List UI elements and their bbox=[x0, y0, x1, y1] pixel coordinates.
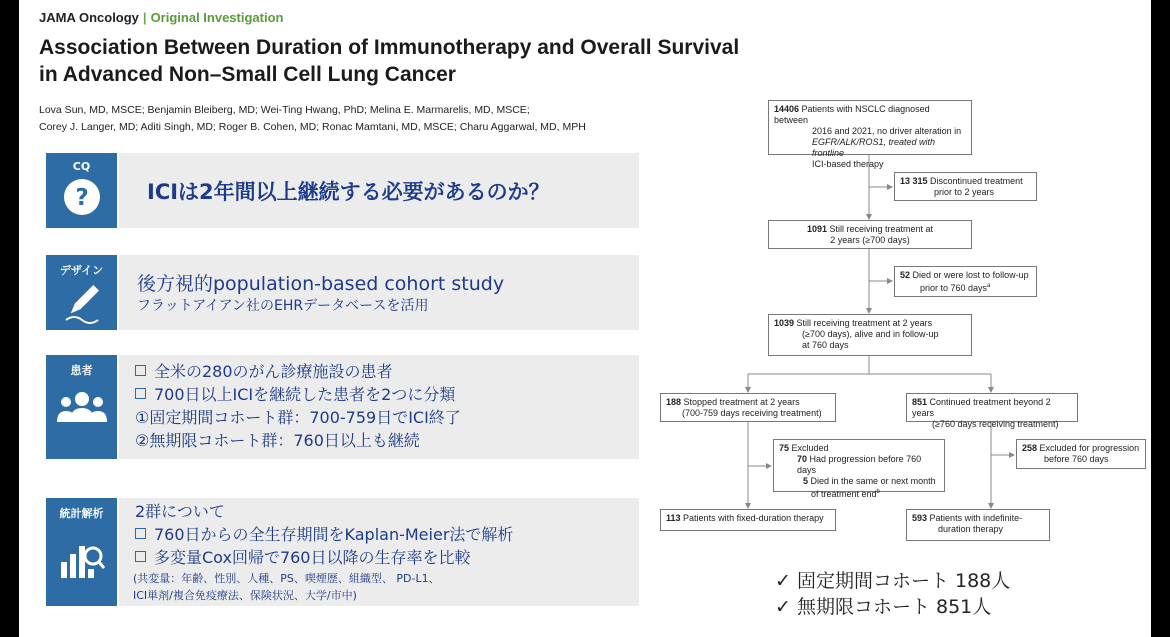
flow-box-step-2 bbox=[768, 220, 972, 249]
flow-box-stopped bbox=[660, 393, 836, 422]
flow-excl2-count: 52 bbox=[900, 270, 911, 280]
flow-start-line-3: EGFR/ALK/ROS1, treated with frontline bbox=[812, 137, 936, 158]
flow-box-excluded-4 bbox=[1016, 439, 1146, 469]
flow-left-count: 188 bbox=[666, 397, 682, 407]
article-type: Original Investigation bbox=[150, 10, 284, 25]
flow-excl1-line-2: prior to 2 years bbox=[934, 187, 995, 197]
flow-box-continued bbox=[906, 393, 1078, 429]
flow-step2-count: 1091 bbox=[806, 224, 827, 234]
patients-line-1: 全米の280のがん診療施設の患者 bbox=[154, 362, 393, 381]
flow-excl2-line-2: prior to 760 days bbox=[920, 283, 988, 293]
check-icon: ✓ bbox=[775, 570, 791, 592]
stats-line-3: 多変量Cox回帰で760日以降の生存率を比較 bbox=[154, 548, 471, 567]
check-icon: ✓ bbox=[775, 596, 791, 618]
summary-line-2: 無期限コホート 851人 bbox=[796, 596, 992, 618]
flow-excl4-count: 258 bbox=[1022, 443, 1038, 453]
stats-line-2: 760日からの全生存期間をKaplan-Meier法で解析 bbox=[154, 525, 514, 544]
summary-fixed-cohort bbox=[775, 568, 1010, 594]
flow-box-indefinite-duration bbox=[906, 509, 1050, 541]
flow-box-start bbox=[768, 100, 972, 169]
flow-excl3-footnote: b bbox=[876, 489, 880, 495]
stats-line-1: 2群について bbox=[135, 502, 225, 521]
authors-line-1: Lova Sun, MD, MSCE; Benjamin Bleiberg, MD; Wei-Ting Hwang, PhD; Melina E. Marmarelis, MD, MSCE; bbox=[39, 104, 530, 116]
title-line-1: Association Between Duration of Immunotherapy and Overall Survival bbox=[39, 36, 740, 59]
flow-start-line-4: ICI-based therapy bbox=[812, 159, 884, 169]
flow-excl2-line-1: Died or were lost to follow-up bbox=[912, 270, 1029, 280]
flow-final-left-count: 113 bbox=[666, 513, 681, 523]
flow-final-right-line-2: duration therapy bbox=[938, 524, 1004, 534]
flow-final-left-line-1: Patients with fixed-duration therapy bbox=[683, 513, 824, 523]
design-line-1: 後方視的population-based cohort study bbox=[137, 273, 505, 295]
flow-excl1-count: 13 315 bbox=[900, 176, 928, 186]
flow-excl4-line-2: before 760 days bbox=[1044, 454, 1109, 464]
flow-final-right-count: 593 bbox=[912, 513, 928, 523]
svg-text:?: ? bbox=[74, 185, 89, 211]
flow-left-line-1: Stopped treatment at 2 years bbox=[683, 397, 800, 407]
flow-excl3-line-3: Died in the same or next month bbox=[810, 476, 936, 486]
title-line-2: in Advanced Non–Small Cell Lung Cancer bbox=[39, 63, 456, 86]
flow-step3-line-3: at 760 days bbox=[802, 340, 849, 350]
flow-right-line-1: Continued treatment beyond 2 years bbox=[912, 397, 1051, 418]
flow-excl3-count: 75 bbox=[779, 443, 790, 453]
stats-label: 統計解析 bbox=[59, 507, 104, 520]
flow-excl3-line-4: of treatment end bbox=[811, 489, 877, 499]
flow-box-fixed-duration bbox=[660, 509, 836, 531]
design-label: デザイン bbox=[59, 264, 104, 277]
flow-excl1-line-1: Discontinued treatment bbox=[930, 176, 1023, 186]
flow-right-line-2: (≥760 days receiving treatment) bbox=[932, 419, 1059, 429]
flow-right-count: 851 bbox=[912, 397, 928, 407]
flow-box-excluded-2 bbox=[894, 266, 1037, 297]
cq-question: ICIは2年間以上継続する必要があるのか？ bbox=[147, 180, 550, 204]
flow-step3-line-2: (≥700 days), alive and in follow-up bbox=[802, 329, 939, 339]
summary-indefinite-cohort bbox=[775, 594, 991, 620]
summary-line-1: 固定期間コホート 188人 bbox=[796, 570, 1011, 592]
flow-excl3-line-1: Excluded bbox=[791, 443, 829, 453]
patients-label: 患者 bbox=[70, 364, 93, 377]
journal-name: JAMA Oncology bbox=[39, 10, 139, 25]
patients-line-2: 700日以上ICIを継続した患者を2つに分類 bbox=[154, 385, 456, 404]
flow-step3-line-1: Still receiving treatment at 2 years bbox=[796, 318, 933, 328]
stats-line-5: ICI単剤/複合免疫療法、保険状況、大学/市中) bbox=[133, 589, 357, 602]
design-line-2: フラットアイアン社のEHRデータベースを活用 bbox=[137, 298, 429, 314]
flow-box-excluded-1 bbox=[894, 172, 1037, 201]
flow-step2-line-2: 2 years (≥700 days) bbox=[830, 235, 910, 245]
flow-start-line-1: Patients with NSCLC diagnosed between bbox=[774, 104, 930, 125]
flow-left-line-2: (700-759 days receiving treatment) bbox=[682, 408, 822, 418]
flow-box-step-3 bbox=[768, 314, 972, 356]
flow-excl4-line-1: Excluded for progression bbox=[1039, 443, 1140, 453]
flow-excl3-line-2: Had progression before 760 days bbox=[797, 454, 922, 475]
flow-excl3-count-2: 70 bbox=[797, 454, 808, 464]
flow-final-right-line-1: Patients with indefinite- bbox=[929, 513, 1023, 523]
flow-start-count: 14406 bbox=[774, 104, 800, 114]
patients-line-4: ②無期限コホート群：760日以上も継続 bbox=[135, 431, 420, 450]
cq-label: CQ bbox=[72, 160, 91, 173]
patients-line-3: ①固定期間コホート群：700-759日でICI終了 bbox=[135, 408, 461, 427]
slide bbox=[19, 0, 1151, 637]
flow-excl2-footnote: a bbox=[987, 283, 991, 289]
flowchart-connectors bbox=[19, 0, 1151, 637]
journal-separator: | bbox=[142, 10, 147, 25]
stats-line-4: (共変量：年齢、性別、人種、PS、喫煙歴、組織型、 PD-L1、 bbox=[133, 572, 440, 585]
authors-line-2: Corey J. Langer, MD; Aditi Singh, MD; Roger B. Cohen, MD; Ronac Mamtani, MD, MSCE; Charu Aggarwal, MD, MPH bbox=[39, 121, 586, 133]
flow-box-excluded-3 bbox=[773, 439, 945, 499]
flow-excl3-count-3: 5 bbox=[803, 476, 809, 486]
flow-start-line-2: 2016 and 2021, no driver alteration in bbox=[812, 126, 962, 136]
flow-step2-line-1: Still receiving treatment at bbox=[829, 224, 934, 234]
flow-step3-count: 1039 bbox=[774, 318, 795, 328]
